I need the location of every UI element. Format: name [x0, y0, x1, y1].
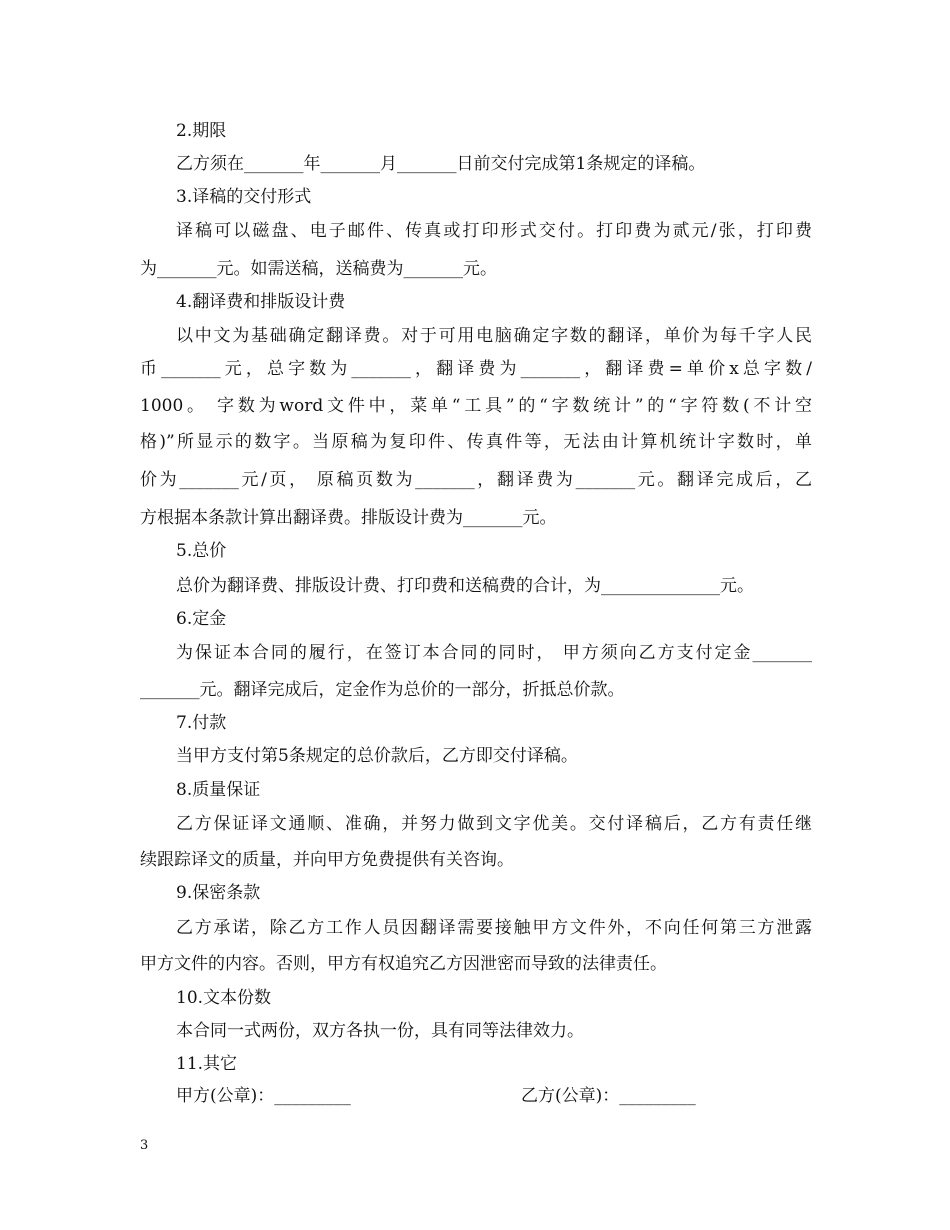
- section-heading-delivery: 3.译稿的交付形式: [176, 187, 312, 207]
- paragraph-line: 续跟踪译文的质量，并向甲方免费提供有关咨询。: [140, 850, 514, 870]
- party-b-signature: 乙方(公章)：_________: [521, 1086, 696, 1106]
- section-heading-total: 5.总价: [176, 541, 227, 561]
- paragraph-line: 价为_______元/页， 原稿页数为_______，翻译费为_______元。翻译完成后，乙: [140, 470, 812, 490]
- paragraph-line: 乙方承诺，除乙方工作人员因翻译需要接触甲方文件外，不向任何第三方泄露: [176, 918, 812, 938]
- paragraph-line: 为_______元。如需送稿，送稿费为_______元。: [140, 259, 497, 279]
- paragraph-line: 方根据本条款计算出翻译费。排版设计费为_______元。: [140, 508, 557, 528]
- paragraph-line: 以中文为基础确定翻译费。对于可用电脑确定字数的翻译，单价为每千字人民: [176, 326, 812, 346]
- section-heading-payment: 7.付款: [176, 713, 227, 733]
- section-heading-quality: 8.质量保证: [176, 780, 261, 800]
- section-heading-copies: 10.文本份数: [176, 988, 272, 1008]
- paragraph-line: 1000。 字数为word文件中，菜单“工具”的“字数统计”的“字符数(不计空: [140, 396, 812, 416]
- section-heading-fees: 4.翻译费和排版设计费: [176, 292, 346, 312]
- section-heading-confidentiality: 9.保密条款: [176, 883, 261, 903]
- page-number: 3: [140, 1138, 149, 1153]
- paragraph-line: 当甲方支付第5条规定的总价款后，乙方即交付译稿。: [176, 746, 578, 766]
- party-a-signature: 甲方(公章)：_________: [176, 1086, 351, 1106]
- paragraph-line: 甲方文件的内容。否则，甲方有权追究乙方因泄密而导致的法律责任。: [140, 954, 667, 974]
- paragraph-line: 乙方保证译文通顺、准确，并努力做到文字优美。交付译稿后，乙方有责任继: [176, 814, 812, 834]
- paragraph-line: 为保证本合同的履行，在签订本合同的同时， 甲方须向乙方支付定金_______: [176, 643, 812, 663]
- paragraph-line: 总价为翻译费、排版设计费、打印费和送稿费的合计，为______________元。: [176, 576, 754, 596]
- section-heading-other: 11.其它: [176, 1054, 238, 1074]
- section-heading-deposit: 6.定金: [176, 609, 227, 629]
- paragraph-line: 币_______元，总字数为_______，翻译费为_______，翻译费=单价x总字数/: [140, 359, 812, 379]
- paragraph-line: 格)”所显示的数字。当原稿为复印件、传真件等，无法由计算机统计字数时，单: [140, 432, 812, 452]
- paragraph-line: 乙方须在_______年_______月_______日前交付完成第1条规定的译稿。: [176, 154, 706, 174]
- paragraph-line: _______元。翻译完成后，定金作为总价的一部分，折抵总价款。: [140, 680, 625, 700]
- section-heading-term: 2.期限: [176, 121, 227, 141]
- paragraph-line: 译稿可以磁盘、电子邮件、传真或打印形式交付。打印费为贰元/张，打印费: [176, 221, 812, 241]
- paragraph-line: 本合同一式两份，双方各执一份，具有同等法律效力。: [176, 1021, 584, 1041]
